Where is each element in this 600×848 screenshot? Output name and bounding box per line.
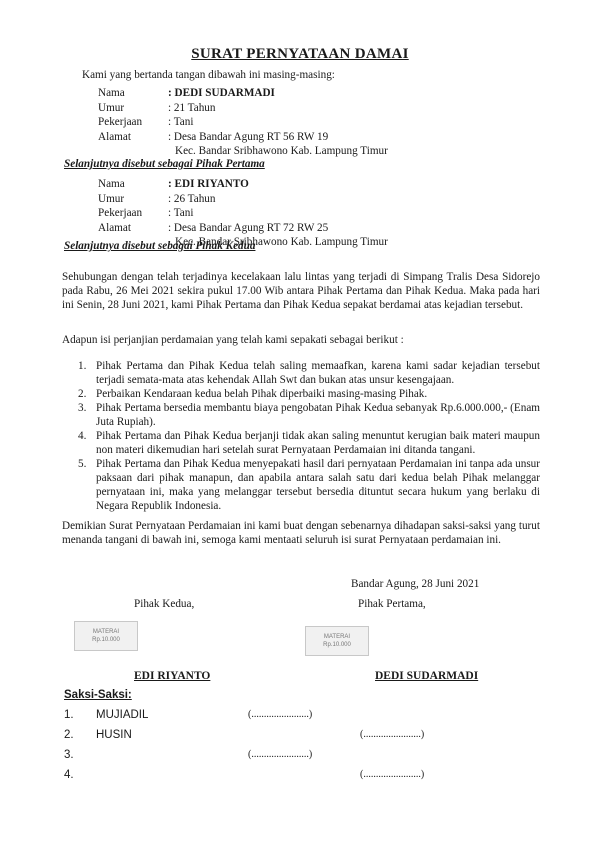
- signatory-left-label: Pihak Kedua,: [134, 598, 195, 610]
- label-alamat: Alamat: [98, 221, 131, 234]
- witness-signature-line: (.......................): [360, 729, 425, 740]
- party2-umur: : 26 Tahun: [168, 192, 216, 205]
- party2-nama: : EDI RIYANTO: [168, 178, 249, 190]
- party2-alamat-line2: Kec. Bandar Sribhawono Kab. Lampung Timur: [175, 236, 388, 248]
- witness-signature-line: (.......................): [360, 769, 425, 780]
- agreement-point: 4. Pihak Pertama dan Pihak Kedua berjanji tidak akan saling menuntut kerugian baik materi maupun non materi dikemudian hari setelah surat Pernyataan Perdamaian ini ditanda tangani.: [78, 430, 540, 456]
- agreement-intro: Adapun isi perjanjian perdamaian yang telah kami sepakati sebagai berikut :: [62, 334, 404, 346]
- label-alamat: Alamat: [98, 130, 131, 143]
- party1-umur: : 21 Tahun: [168, 101, 216, 114]
- witness-number: 3.: [64, 749, 74, 761]
- label-nama: Nama: [98, 87, 125, 99]
- agreement-point: 5. Pihak Pertama dan Pihak Kedua menyepakati hasil dari pernyataan Perdamaian ini tanpa ada unsur paksaan dari pihak manapun, dan apabila antara salah satu dari kedua belah Pihak melanggar pernyataan ini, maka yang melanggar tersebut bersedia dituntut secara hukum yang berlaku di Negara Republik Indonesia.: [78, 458, 540, 512]
- party1-alamat-line2: Kec. Bandar Sribhawono Kab. Lampung Timur: [175, 145, 388, 157]
- label-pekerjaan: Pekerjaan: [98, 207, 143, 219]
- agreement-points: [78, 359, 540, 513]
- witness-title: Saksi-Saksi:: [64, 689, 132, 701]
- signatory-right-label: Pihak Pertama,: [358, 598, 426, 610]
- document-title: SURAT PERNYATAAN DAMAI: [191, 46, 409, 62]
- witness-signature-line: (.......................): [248, 749, 313, 760]
- witness-number: 2.: [64, 729, 74, 741]
- label-pekerjaan: Pekerjaan: [98, 116, 143, 128]
- incident-paragraph: Sehubungan dengan telah terjadinya kecelakaan lalu lintas yang terjadi di Simpang Tralis Desa Sidorejo pada Rabu, 26 Mei 2021 sekira pukul 17.00 Wib antara Pihak Pertama dan Pihak Kedua. Maka pada hari ini Senin, 28 Juni 2021, kami Pihak Pertama dan Pihak Kedua sepakat berdamai atas kejadian tersebut.: [62, 271, 540, 311]
- party1-pekerjaan: : Tani: [168, 116, 194, 128]
- party1-role: Selanjutnya disebut sebagai Pihak Pertama: [64, 158, 265, 170]
- closing-paragraph: Demikian Surat Pernyataan Perdamaian ini kami buat dengan sebenarnya dihadapan saksi-saksi yang turut menanda tangani di bawah ini, semoga kami mentaati seluruh isi surat Pernyataan perdamaian ini.: [62, 520, 540, 546]
- intro-text: Kami yang bertanda tangan dibawah ini masing-masing:: [82, 69, 335, 81]
- materai-stamp-left: MATERAI Rp.10.000: [74, 621, 138, 651]
- signatory-left-name: EDI RIYANTO: [134, 670, 211, 682]
- party2-role: Selanjutnya disebut sebagai Pihak Kedua: [64, 240, 256, 252]
- party-first-block: [98, 86, 388, 159]
- materai-stamp-right: MATERAI Rp.10.000: [305, 626, 369, 656]
- label-nama: Nama: [98, 178, 125, 190]
- label-umur: Umur: [98, 192, 125, 205]
- witness-number: 4.: [64, 769, 74, 781]
- party2-pekerjaan: : Tani: [168, 207, 194, 219]
- label-umur: Umur: [98, 101, 125, 114]
- party1-nama: : DEDI SUDARMADI: [168, 87, 275, 99]
- witness-name: HUSIN: [96, 729, 132, 741]
- witness-signature-line: (.......................): [248, 709, 313, 720]
- place-date: Bandar Agung, 28 Juni 2021: [351, 578, 480, 590]
- party2-alamat: : Desa Bandar Agung RT 72 RW 25: [168, 221, 329, 234]
- party1-alamat: : Desa Bandar Agung RT 56 RW 19: [168, 130, 329, 143]
- agreement-point: 2. Perbaikan Kendaraan kedua belah Pihak diperbaiki masing-masing Pihak.: [78, 388, 428, 400]
- signatory-right-name: DEDI SUDARMADI: [375, 670, 479, 682]
- witness-name: MUJIADIL: [96, 709, 149, 721]
- agreement-point: 1. Pihak Pertama dan Pihak Kedua telah saling memaafkan, karena kami sadar kejadian tersebut terjadi semata-mata atas kehendak Allah Swt dan bukan atas unsur kesengajaan.: [78, 360, 540, 386]
- witness-number: 1.: [64, 709, 74, 721]
- agreement-point: 3. Pihak Pertama bersedia membantu biaya pengobatan Pihak Kedua sebanyak Rp.6.000.000,- (Enam Juta Rupiah).: [78, 402, 540, 428]
